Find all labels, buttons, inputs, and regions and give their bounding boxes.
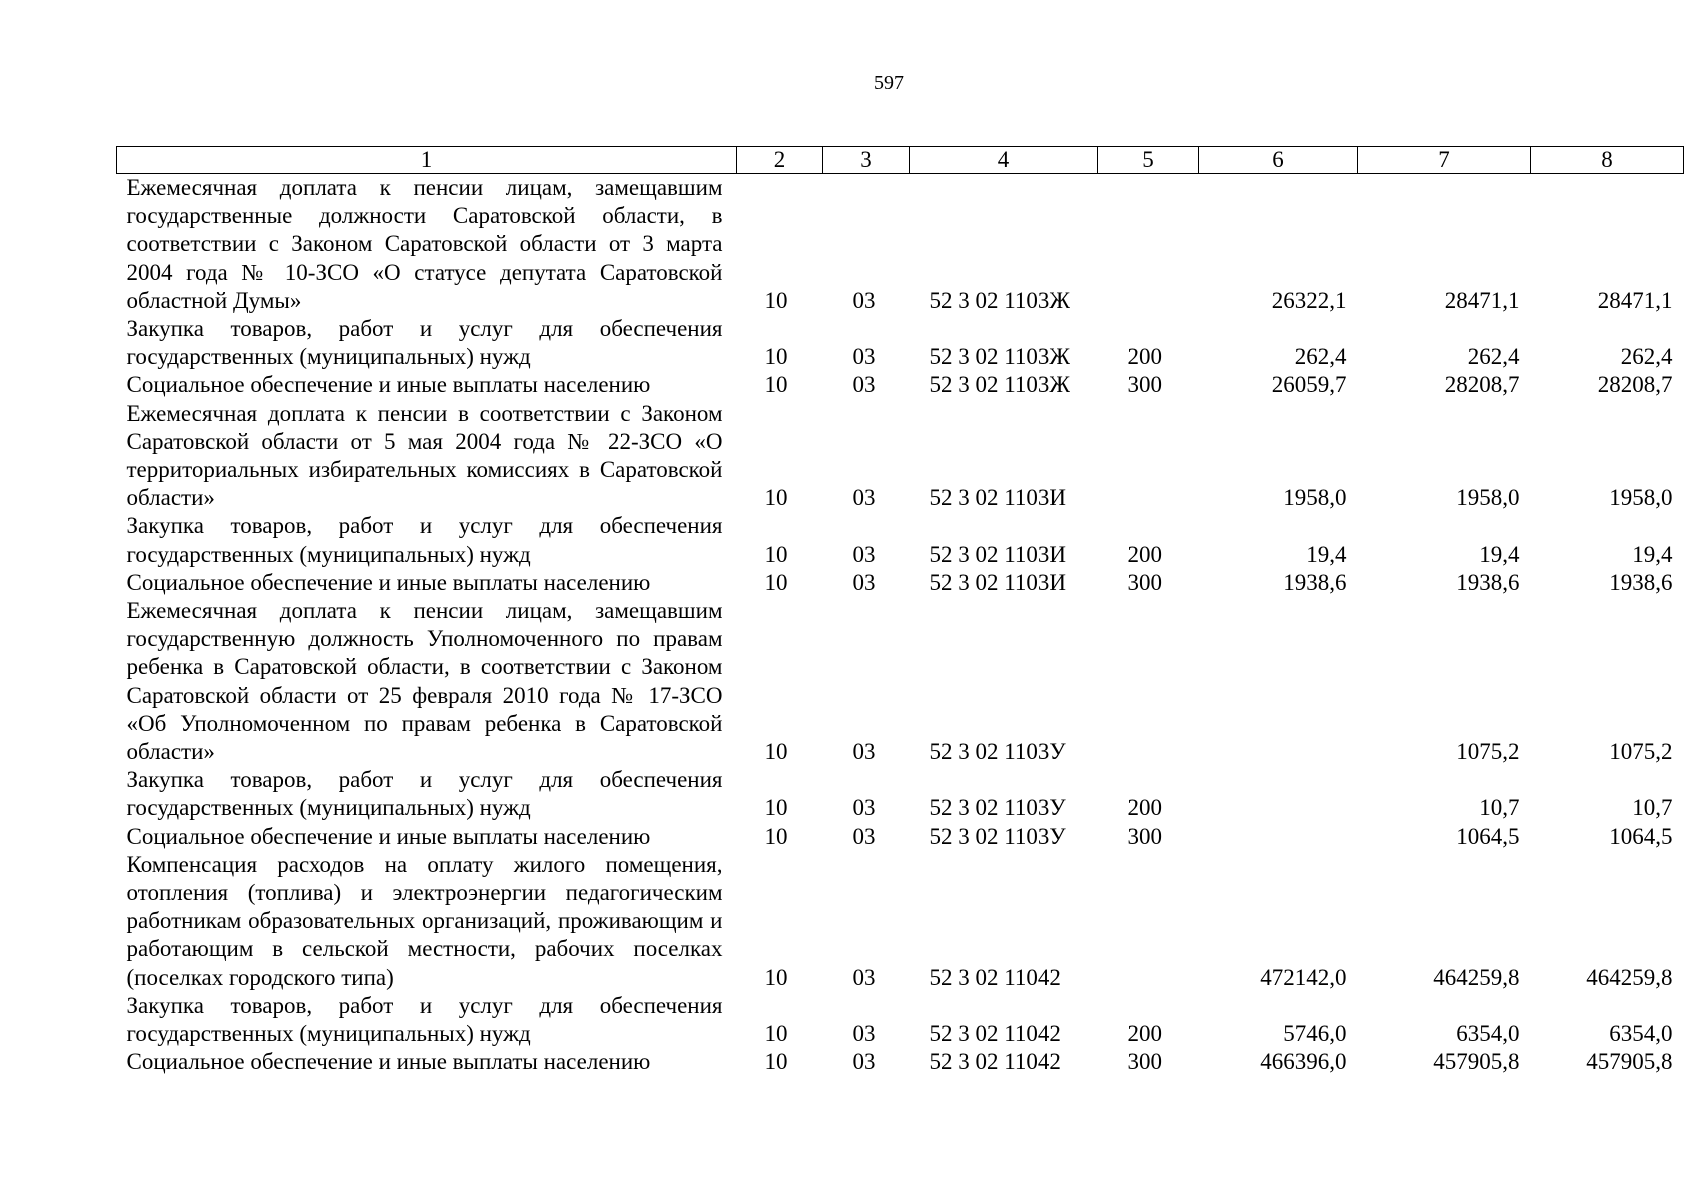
- row-expense-type: [1098, 400, 1199, 513]
- row-section: 10: [764, 795, 788, 821]
- row-target-code: 52 3 02 1103У: [929, 739, 1066, 765]
- row-description: Социальное обеспечение и иные выплаты населению: [126, 1049, 651, 1075]
- row-amount-2: 457905,8: [1433, 1049, 1520, 1075]
- row-amount-3: 1958,0: [1609, 485, 1673, 511]
- row-expense-type: 200: [1127, 1021, 1162, 1047]
- row-description: Закупка товаров, работ и услуг для обеспечения государственных (муниципальных) нужд: [126, 992, 723, 1047]
- row-description: Закупка товаров, работ и услуг для обеспечения государственных (муниципальных) нужд: [126, 513, 723, 567]
- row-target-code: 52 3 02 1103И: [929, 569, 1067, 595]
- row-section: 10: [764, 1021, 788, 1047]
- row-section: 10: [764, 1049, 788, 1075]
- row-amount-2: 1938,6: [1456, 569, 1520, 595]
- row-subsection: 03: [852, 344, 876, 370]
- row-section: 10: [764, 823, 788, 849]
- table-row: [117, 315, 1684, 371]
- row-amount-2: 28471,1: [1444, 287, 1520, 313]
- row-amount-1: 26322,1: [1271, 287, 1347, 313]
- page-number: 597: [874, 72, 904, 94]
- row-section: 10: [764, 344, 788, 370]
- row-amount-2: 1064,5: [1456, 823, 1520, 849]
- row-description: Ежемесячная доплата к пенсии лицам, замещавшим государственную должность Уполномоченного по правам ребенка в Саратовской области, в соответствии с Законом Саратовской области от 25 февраля 2010 года № 17-ЗСО «Об Уполномоченном по правам ребенка в Саратовской области»: [126, 598, 723, 765]
- row-expense-type: [1098, 174, 1199, 316]
- row-subsection: 03: [852, 372, 876, 398]
- row-subsection: 03: [852, 823, 876, 849]
- row-amount-2: 464259,8: [1433, 964, 1520, 990]
- row-subsection: 03: [852, 795, 876, 821]
- row-expense-type: 300: [1127, 569, 1162, 595]
- row-section: 10: [764, 372, 788, 398]
- row-amount-2: 28208,7: [1444, 372, 1520, 398]
- column-header-4: 4: [910, 147, 1098, 174]
- row-subsection: 03: [852, 739, 876, 765]
- row-expense-type: 200: [1127, 541, 1162, 567]
- row-expense-type: 200: [1127, 344, 1162, 370]
- row-description: Компенсация расходов на оплату жилого помещения, отопления (топлива) и электроэнергии педагогическим работникам образовательных организаций, проживающим и работающим в сельской местности, рабочих поселках (поселках городского типа): [126, 851, 723, 990]
- column-header-3: 3: [823, 147, 910, 174]
- row-amount-3: 262,4: [1620, 344, 1673, 370]
- row-subsection: 03: [852, 964, 876, 990]
- row-amount-3: 1075,2: [1609, 739, 1673, 765]
- row-amount-1: 5746,0: [1283, 1021, 1347, 1047]
- row-subsection: 03: [852, 485, 876, 511]
- row-amount-2: 10,7: [1479, 795, 1520, 821]
- table-row: [117, 569, 1684, 597]
- row-amount-1: 26059,7: [1271, 372, 1347, 398]
- row-target-code: 52 3 02 1103Ж: [929, 372, 1071, 398]
- row-amount-1: 262,4: [1294, 344, 1347, 370]
- row-amount-1: [1199, 766, 1358, 822]
- row-subsection: 03: [852, 1021, 876, 1047]
- row-amount-1: [1199, 597, 1358, 766]
- row-target-code: 52 3 02 1103И: [929, 541, 1067, 567]
- row-amount-3: 1938,6: [1609, 569, 1673, 595]
- row-amount-1: 1938,6: [1283, 569, 1347, 595]
- table-row: [117, 992, 1684, 1048]
- row-expense-type: 200: [1127, 795, 1162, 821]
- table-body: [117, 174, 1684, 1077]
- table-row: [117, 1048, 1684, 1076]
- row-description: Социальное обеспечение и иные выплаты населению: [126, 569, 651, 595]
- row-amount-3: 464259,8: [1586, 964, 1673, 990]
- row-target-code: 52 3 02 1103И: [929, 485, 1067, 511]
- row-section: 10: [764, 485, 788, 511]
- row-subsection: 03: [852, 569, 876, 595]
- row-amount-3: 1064,5: [1609, 823, 1673, 849]
- row-amount-3: 10,7: [1632, 795, 1673, 821]
- row-description: Ежемесячная доплата к пенсии лицам, замещавшим государственные должности Саратовской области, в соответствии с Законом Саратовской области от 3 марта 2004 года № 10-ЗСО «О статусе депутата Саратовской областной Думы»: [126, 175, 723, 313]
- row-amount-3: 28208,7: [1597, 372, 1673, 398]
- row-target-code: 52 3 02 11042: [929, 1049, 1061, 1075]
- row-amount-3: 457905,8: [1586, 1049, 1673, 1075]
- row-amount-2: 1075,2: [1456, 739, 1520, 765]
- table-row: [117, 823, 1684, 851]
- row-amount-2: 19,4: [1479, 541, 1520, 567]
- table-header-row: [117, 147, 1684, 174]
- column-header-6: 6: [1199, 147, 1358, 174]
- row-subsection: 03: [852, 541, 876, 567]
- row-description: Социальное обеспечение и иные выплаты населению: [126, 372, 651, 398]
- table-row: [117, 174, 1684, 316]
- row-amount-3: 6354,0: [1609, 1021, 1673, 1047]
- row-amount-2: 1958,0: [1456, 485, 1520, 511]
- row-amount-1: [1199, 823, 1358, 851]
- row-section: 10: [764, 739, 788, 765]
- column-header-1: 1: [117, 147, 737, 174]
- row-amount-1: 466396,0: [1260, 1049, 1347, 1075]
- column-header-8: 8: [1531, 147, 1684, 174]
- row-amount-2: 262,4: [1467, 344, 1520, 370]
- row-section: 10: [764, 964, 788, 990]
- row-description: Социальное обеспечение и иные выплаты населению: [126, 823, 651, 849]
- row-amount-3: 28471,1: [1597, 287, 1673, 313]
- row-expense-type: [1098, 851, 1199, 992]
- budget-table: [116, 146, 1684, 1077]
- row-amount-1: 472142,0: [1260, 964, 1347, 990]
- row-amount-3: 19,4: [1632, 541, 1673, 567]
- row-expense-type: [1098, 597, 1199, 766]
- table-row: [117, 597, 1684, 766]
- column-header-2: 2: [737, 147, 823, 174]
- row-target-code: 52 3 02 11042: [929, 964, 1061, 990]
- row-expense-type: 300: [1127, 823, 1162, 849]
- row-subsection: 03: [852, 1049, 876, 1075]
- row-target-code: 52 3 02 1103У: [929, 795, 1066, 821]
- table-row: [117, 766, 1684, 822]
- column-header-5: 5: [1098, 147, 1199, 174]
- table-row: [117, 371, 1684, 399]
- table-row: [117, 512, 1684, 568]
- row-description: Закупка товаров, работ и услуг для обеспечения государственных (муниципальных) нужд: [126, 767, 723, 821]
- row-amount-1: 19,4: [1306, 541, 1347, 567]
- row-target-code: 52 3 02 1103Ж: [929, 287, 1071, 313]
- row-section: 10: [764, 541, 788, 567]
- table-row: [117, 400, 1684, 513]
- row-description: Закупка товаров, работ и услуг для обеспечения государственных (муниципальных) нужд: [126, 316, 723, 370]
- row-target-code: 52 3 02 11042: [929, 1021, 1061, 1047]
- row-description: Ежемесячная доплата к пенсии в соответствии с Законом Саратовской области от 5 мая 2004 года № 22-ЗСО «О территориальных избирательных комиссиях в Саратовской области»: [126, 400, 723, 511]
- row-expense-type: 300: [1127, 1049, 1162, 1075]
- row-section: 10: [764, 287, 788, 313]
- column-header-7: 7: [1358, 147, 1531, 174]
- row-amount-1: 1958,0: [1283, 485, 1347, 511]
- row-expense-type: 300: [1127, 372, 1162, 398]
- row-section: 10: [764, 569, 788, 595]
- row-amount-2: 6354,0: [1456, 1021, 1520, 1047]
- row-target-code: 52 3 02 1103У: [929, 823, 1066, 849]
- row-subsection: 03: [852, 287, 876, 313]
- table-row: [117, 851, 1684, 992]
- row-target-code: 52 3 02 1103Ж: [929, 344, 1071, 370]
